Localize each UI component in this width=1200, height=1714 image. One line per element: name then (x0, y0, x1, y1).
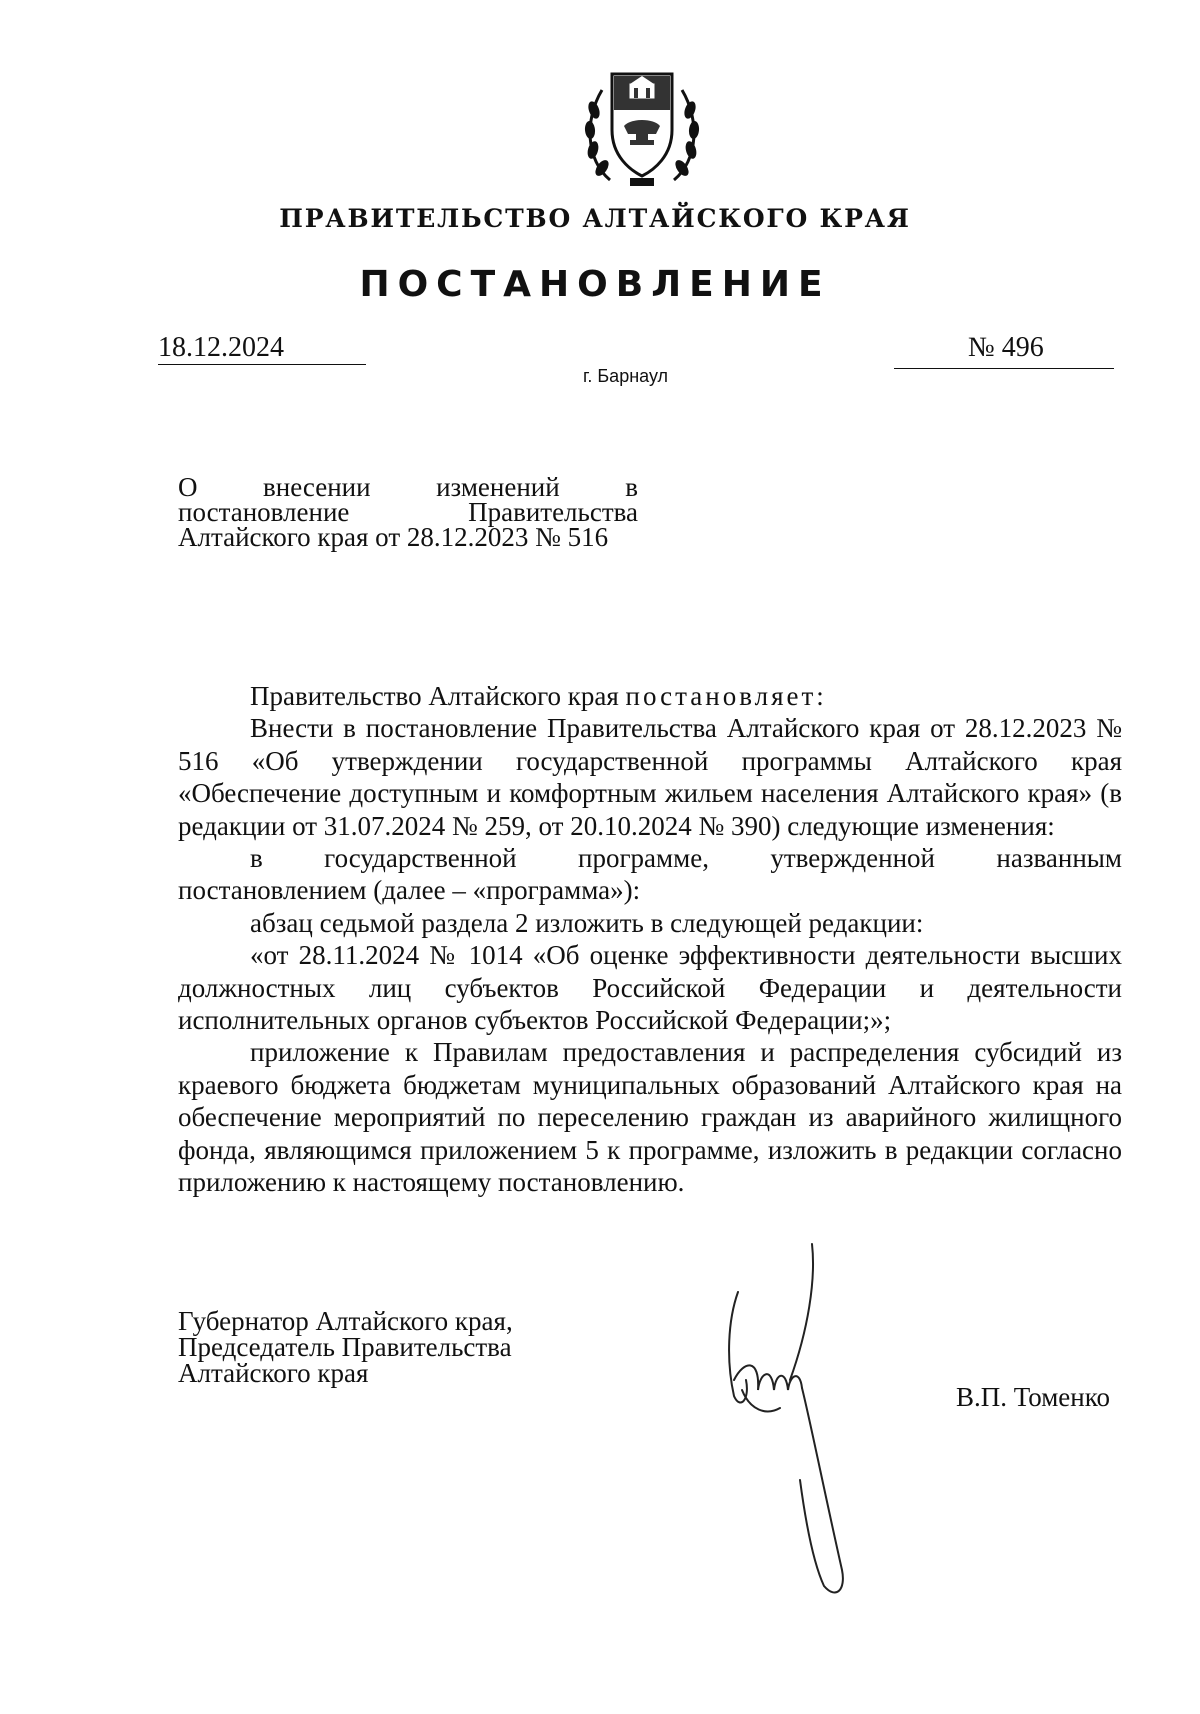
paragraph-4: «от 28.11.2024 № 1014 «Об оценке эффективности деятельности высших должностных лиц субъектов Российской Федерации и деятельности исполнительных органов субъектов Российской Федерации;»; (178, 940, 1122, 1036)
document-subject (178, 472, 638, 552)
subject-line-3: Алтайского края от 28.12.2023 № 516 (178, 522, 609, 552)
paragraph-2-line-2: постановлением (далее – «программа»): (178, 875, 641, 906)
subject-line-2: постановление Правительства (178, 497, 638, 527)
paragraph-1: Внести в постановление Правительства Алтайского края от 28.12.2023 № 516 «Об утверждении государственной программы Алтайского края «Обеспечение доступным и комфортным жильем населения Алтайского края» (в редакции от 31.07.2024 № 259, от 20.10.2024 № 390) следующие изменения: (178, 713, 1122, 841)
handwritten-signature (720, 1240, 870, 1610)
number-underline (894, 368, 1114, 369)
intro-verb: постановляет: (625, 681, 827, 711)
intro-prefix: Правительство Алтайского края (250, 681, 626, 711)
subject-line-1: О внесении изменений в (178, 472, 638, 502)
date-underline (158, 364, 366, 365)
coat-of-arms-icon (580, 60, 704, 190)
paragraph-3: абзац седьмой раздела 2 изложить в следующей редакции: (250, 907, 924, 938)
document-body (178, 680, 1122, 1199)
paragraph-5: приложение к Правилам предоставления и распределения субсидий из краевого бюджета бюджетам муниципальных образований Алтайского края на обеспечение мероприятий по переселению граждан из аварийного жилищного фонда, являющимся приложением 5 к программе, изложить в редакции согласно приложению к настоящему постановлению. (178, 1037, 1122, 1198)
organization-title: ПРАВИТЕЛЬСТВО АЛТАЙСКОГО КРАЯ (279, 204, 911, 233)
document-number: № 496 (968, 332, 1044, 363)
signatory-position (178, 1308, 598, 1386)
paragraph-2-line-1: в государственной программе, утвержденной названным (250, 843, 1122, 874)
position-line-3: Алтайского края (178, 1358, 369, 1388)
document-date: 18.12.2024 (158, 332, 284, 363)
position-line-2: Председатель Правительства (178, 1332, 512, 1362)
signatory-name: В.П. Томенко (956, 1382, 1110, 1412)
document-city: г. Барнаул (583, 366, 669, 386)
intro-paragraph (178, 680, 1122, 712)
document-type-title: ПОСТАНОВЛЕНИЕ (359, 264, 831, 305)
position-line-1: Губернатор Алтайского края, (178, 1306, 513, 1336)
